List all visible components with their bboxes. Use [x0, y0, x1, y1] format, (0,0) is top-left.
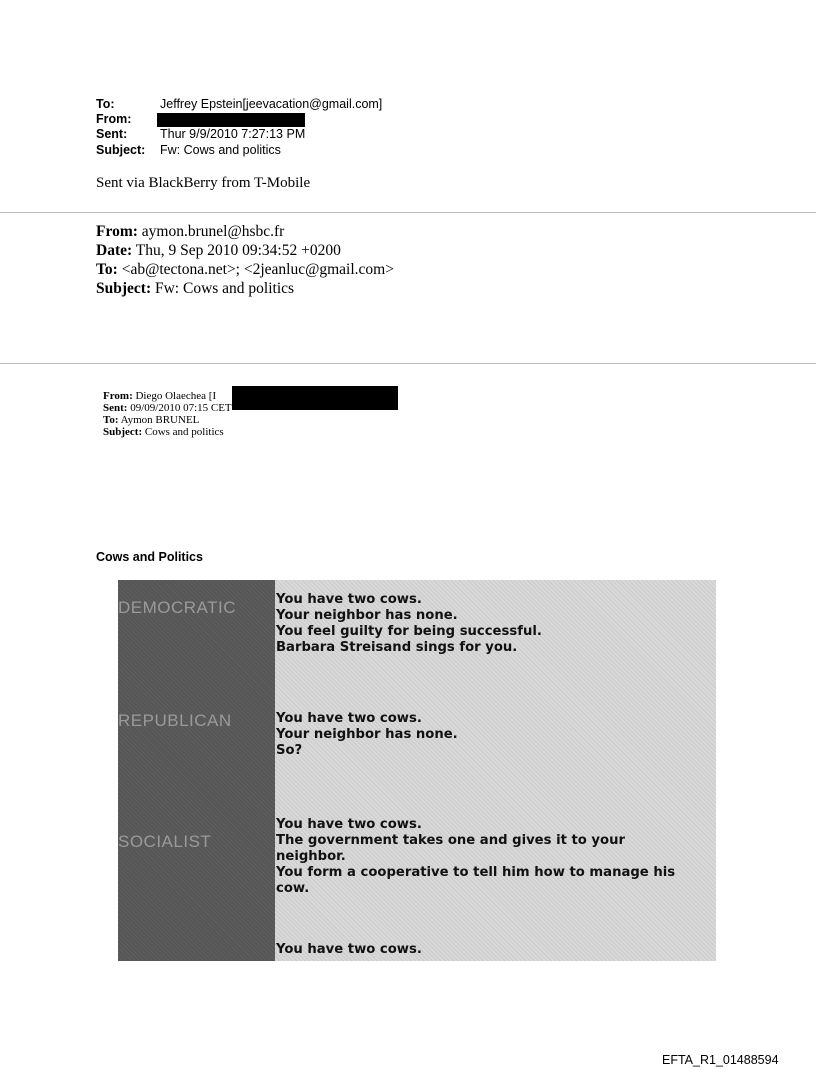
forward-date-row	[96, 241, 341, 260]
header-to-value: Jeffrey Epstein[jeevacation@gmail.com]	[160, 97, 383, 111]
forward-to-value: <ab@tectona.net>; <2jeanluc@gmail.com>	[117, 261, 394, 278]
original-subject-label: Subject:	[103, 426, 143, 438]
redaction-box	[157, 113, 305, 127]
party-column	[118, 580, 275, 961]
forward-date-value: Thu, 9 Sep 2010 09:34:52 +0200	[132, 242, 341, 259]
forward-from-row	[96, 222, 284, 241]
text-line: You form a cooperative to tell him how to manage his cow.	[276, 865, 676, 896]
forward-date-label: Date:	[96, 242, 133, 259]
redaction-box	[232, 386, 398, 410]
original-subject-row	[103, 426, 224, 438]
text-line: Your neighbor has none.	[276, 727, 458, 742]
section-text-next	[276, 942, 706, 958]
text-line: You have two cows.	[276, 817, 422, 832]
header-subject-value: Fw: Cows and politics	[160, 143, 281, 157]
original-sent-row	[103, 402, 232, 414]
party-label-democratic: DEMOCRATIC	[118, 598, 237, 617]
header-sent-label: Sent:	[96, 127, 128, 141]
section-text-republican	[276, 711, 706, 759]
text-line: The government takes one and gives it to your neighbor.	[276, 833, 625, 864]
sent-via-line: Sent via BlackBerry from T-Mobile	[96, 175, 311, 191]
text-line: You have two cows.	[276, 942, 422, 957]
cows-title: Cows and Politics	[96, 550, 203, 564]
cows-graphic	[118, 580, 716, 961]
party-label-republican: REPUBLICAN	[118, 711, 232, 730]
forward-to-row	[96, 260, 394, 279]
header-from-label: From:	[96, 112, 132, 126]
text-line: Barbara Streisand sings for you.	[276, 640, 518, 655]
original-sent-label: Sent:	[103, 402, 128, 414]
original-sent-value: 09/09/2010 07:15 CET	[127, 402, 232, 414]
header-to-label: To:	[96, 97, 115, 111]
original-from-label: From:	[103, 390, 133, 402]
text-line: So?	[276, 743, 303, 758]
original-to-label: To:	[103, 414, 119, 426]
forward-subject-value: Fw: Cows and politics	[151, 280, 295, 297]
forward-subject-label: Subject:	[96, 280, 152, 297]
forward-subject-row	[96, 279, 294, 298]
original-from-row	[103, 390, 216, 402]
forward-from-value: aymon.brunel@hsbc.fr	[137, 223, 285, 240]
text-line: You have two cows.	[276, 711, 422, 726]
party-label-socialist: SOCIALIST	[118, 832, 212, 851]
original-to-row	[103, 414, 199, 426]
text-line: You have two cows.	[276, 592, 422, 607]
forward-to-label: To:	[96, 261, 118, 278]
section-text-socialist	[276, 817, 696, 897]
text-line: Your neighbor has none.	[276, 608, 458, 623]
header-sent-value: Thur 9/9/2010 7:27:13 PM	[160, 127, 306, 141]
document-id: EFTA_R1_01488594	[662, 1053, 779, 1067]
text-line: You feel guilty for being successful.	[276, 624, 542, 639]
divider	[0, 212, 816, 213]
original-subject-value: Cows and politics	[142, 426, 224, 438]
original-to-value: Aymon BRUNEL	[118, 414, 200, 426]
section-text-democratic	[276, 592, 706, 656]
forward-from-label: From:	[96, 223, 138, 240]
divider	[0, 363, 816, 364]
original-from-value: Diego Olaechea [I	[132, 390, 217, 402]
header-subject-label: Subject:	[96, 143, 146, 157]
